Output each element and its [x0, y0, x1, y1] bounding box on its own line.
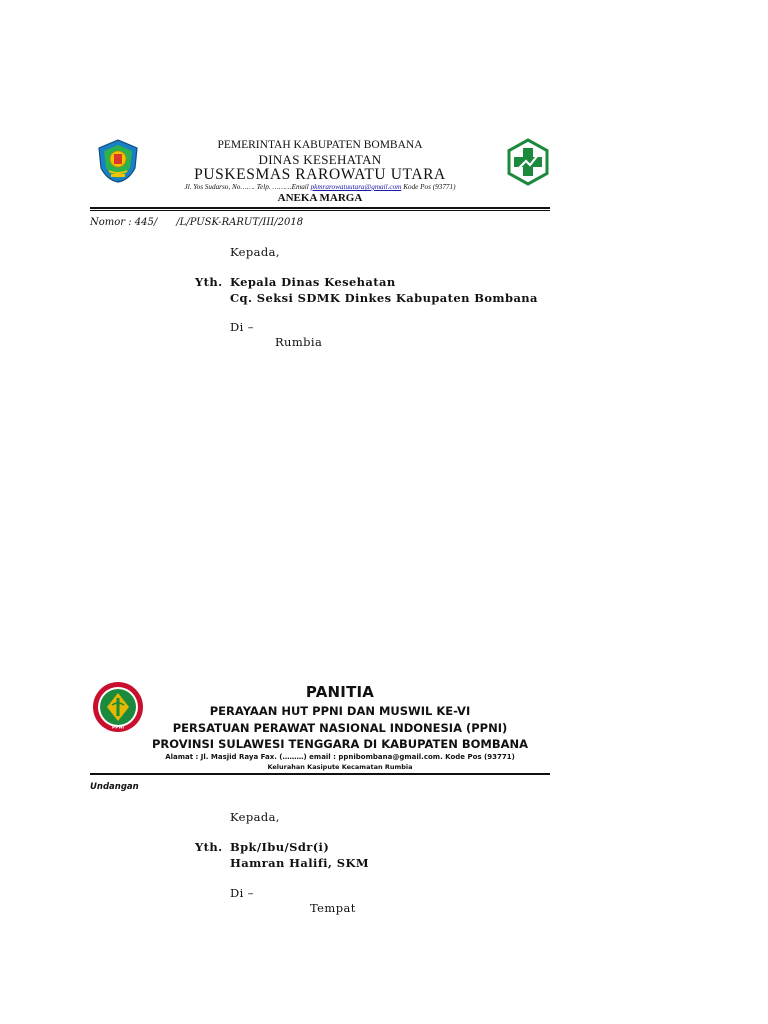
email-link[interactable]: pkmrarowatuutara@gmail.com [310, 183, 402, 191]
header-rule-2 [90, 773, 550, 775]
address-prefix: Jl. Yos Sudarso, No……. Telp. ………Email [184, 183, 309, 191]
yth-label-2: Yth. [195, 840, 223, 854]
letter-number: Nomor : 445/ /L/PUSK-RARUT/III/2018 [90, 217, 304, 228]
government-heading: PEMERINTAH KABUPATEN BOMBANA [217, 139, 423, 151]
di-label: Di – [230, 320, 254, 334]
address-line [90, 183, 550, 191]
department-heading: DINAS KESEHATAN [258, 152, 382, 167]
header-rule-thin [90, 210, 550, 211]
event-heading: PERAYAAN HUT PPNI DAN MUSWIL KE-VI [209, 704, 471, 718]
organization-heading: PUSKESMAS RAROWATU UTARA [194, 166, 446, 183]
recipient-line-1b: Bpk/Ibu/Sdr(i) [230, 840, 330, 854]
kepada-label: Kepada, [230, 245, 280, 259]
association-heading: PERSATUAN PERAWAT NASIONAL INDONESIA (PPNI) [172, 721, 508, 735]
address-suffix: Kode Pos (93771) [403, 183, 456, 191]
undangan-label: Undangan [90, 782, 139, 792]
recipient-line-2: Cq. Seksi SDMK Dinkes Kabupaten Bombana [230, 291, 538, 305]
kepada-label-2: Kepada, [230, 810, 280, 824]
place-label: Rumbia [275, 335, 323, 349]
recipient-line-2b: Hamran Halifi, SKM [230, 856, 369, 870]
place-label-2: Tempat [310, 901, 356, 915]
province-heading: PROVINSI SULAWESI TENGGARA DI KABUPATEN BOMBANA [151, 737, 529, 751]
letter-1 [0, 0, 768, 500]
committee-title: PANITIA [305, 683, 375, 701]
address-line-2: Alamat : Jl. Masjid Raya Fax. (………) email : ppnibombana@gmail.com. Kode Pos (93771) [165, 753, 515, 761]
yth-label: Yth. [195, 275, 223, 289]
header-rule-thick [90, 207, 550, 209]
di-label-2: Di – [230, 886, 254, 900]
area-heading: ANEKA MARGA [277, 192, 363, 204]
recipient-line-1: Kepala Dinas Kesehatan [230, 275, 396, 289]
area-line-2: Kelurahan Kasipute Kecamatan Rumbia [267, 763, 413, 771]
letter-2 [0, 600, 768, 1024]
ppni-logo-text: PPNI [111, 725, 125, 731]
